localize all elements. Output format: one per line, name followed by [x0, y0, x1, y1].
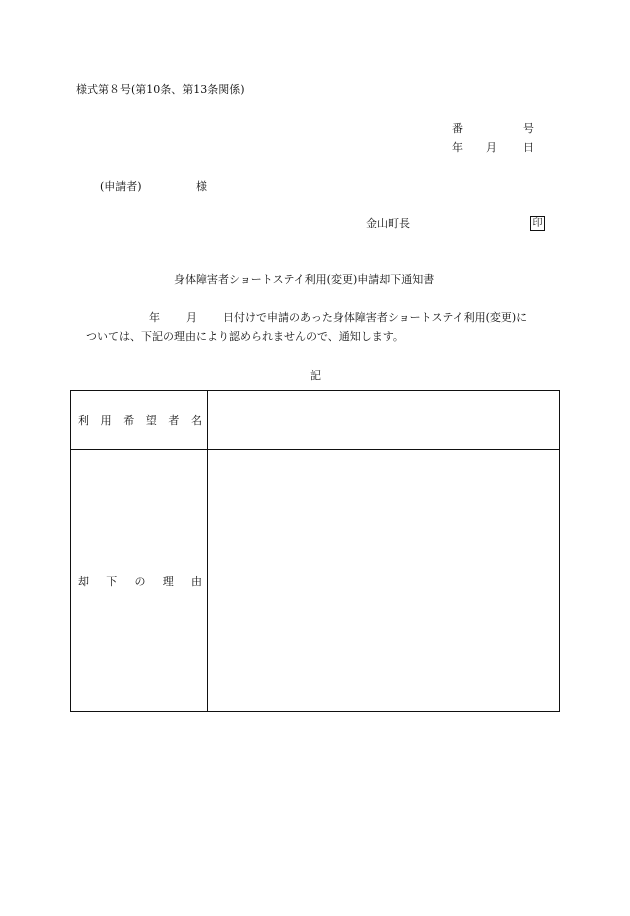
label-char: 希	[123, 414, 135, 427]
applicant-name-row	[71, 391, 559, 450]
label-char: の	[134, 574, 146, 588]
applicant-name-label	[78, 412, 202, 428]
applicant-label: (申請者)	[100, 180, 142, 193]
rejection-reason-label-cell	[71, 450, 208, 711]
label-char: 望	[145, 414, 157, 427]
label-char: 利	[78, 414, 89, 427]
label-char: 下	[106, 574, 118, 588]
document-number-suffix: 号	[523, 122, 534, 135]
body-year: 年	[149, 311, 160, 324]
date-month-label: 月	[486, 141, 497, 154]
section-mark: 記	[310, 369, 321, 382]
document-title: 身体障害者ショートステイ利用(変更)申請却下通知書	[174, 273, 435, 286]
applicant-name-label-cell	[71, 391, 208, 449]
rejection-reason-label	[78, 573, 202, 589]
label-char: 者	[168, 414, 180, 427]
rejection-reason-row	[71, 450, 559, 711]
form-number: 様式第８号(第10条、第13条関係)	[76, 83, 245, 96]
issuer-title: 金山町長	[366, 217, 410, 230]
label-char: 用	[100, 414, 112, 427]
body-month: 月	[186, 311, 197, 324]
date-day-label: 日	[523, 141, 534, 154]
document-number-label: 番	[452, 122, 463, 135]
body-line-1-text: 日付けで申請のあった身体障害者ショートステイ利用(変更)に	[223, 311, 528, 324]
label-char: 名	[190, 414, 202, 427]
label-char: 却	[78, 574, 89, 588]
applicant-name-value[interactable]	[208, 391, 559, 449]
label-char: 由	[191, 574, 202, 588]
seal-stamp: 印	[530, 216, 545, 231]
applicant-honorific: 様	[196, 180, 207, 193]
body-line-1	[149, 312, 527, 323]
rejection-reason-value[interactable]	[208, 450, 559, 711]
label-char: 理	[162, 574, 174, 588]
date-year-label: 年	[452, 141, 463, 154]
info-table	[70, 390, 560, 712]
body-line-2: ついては、下記の理由により認められませんので、通知します。	[86, 330, 404, 343]
